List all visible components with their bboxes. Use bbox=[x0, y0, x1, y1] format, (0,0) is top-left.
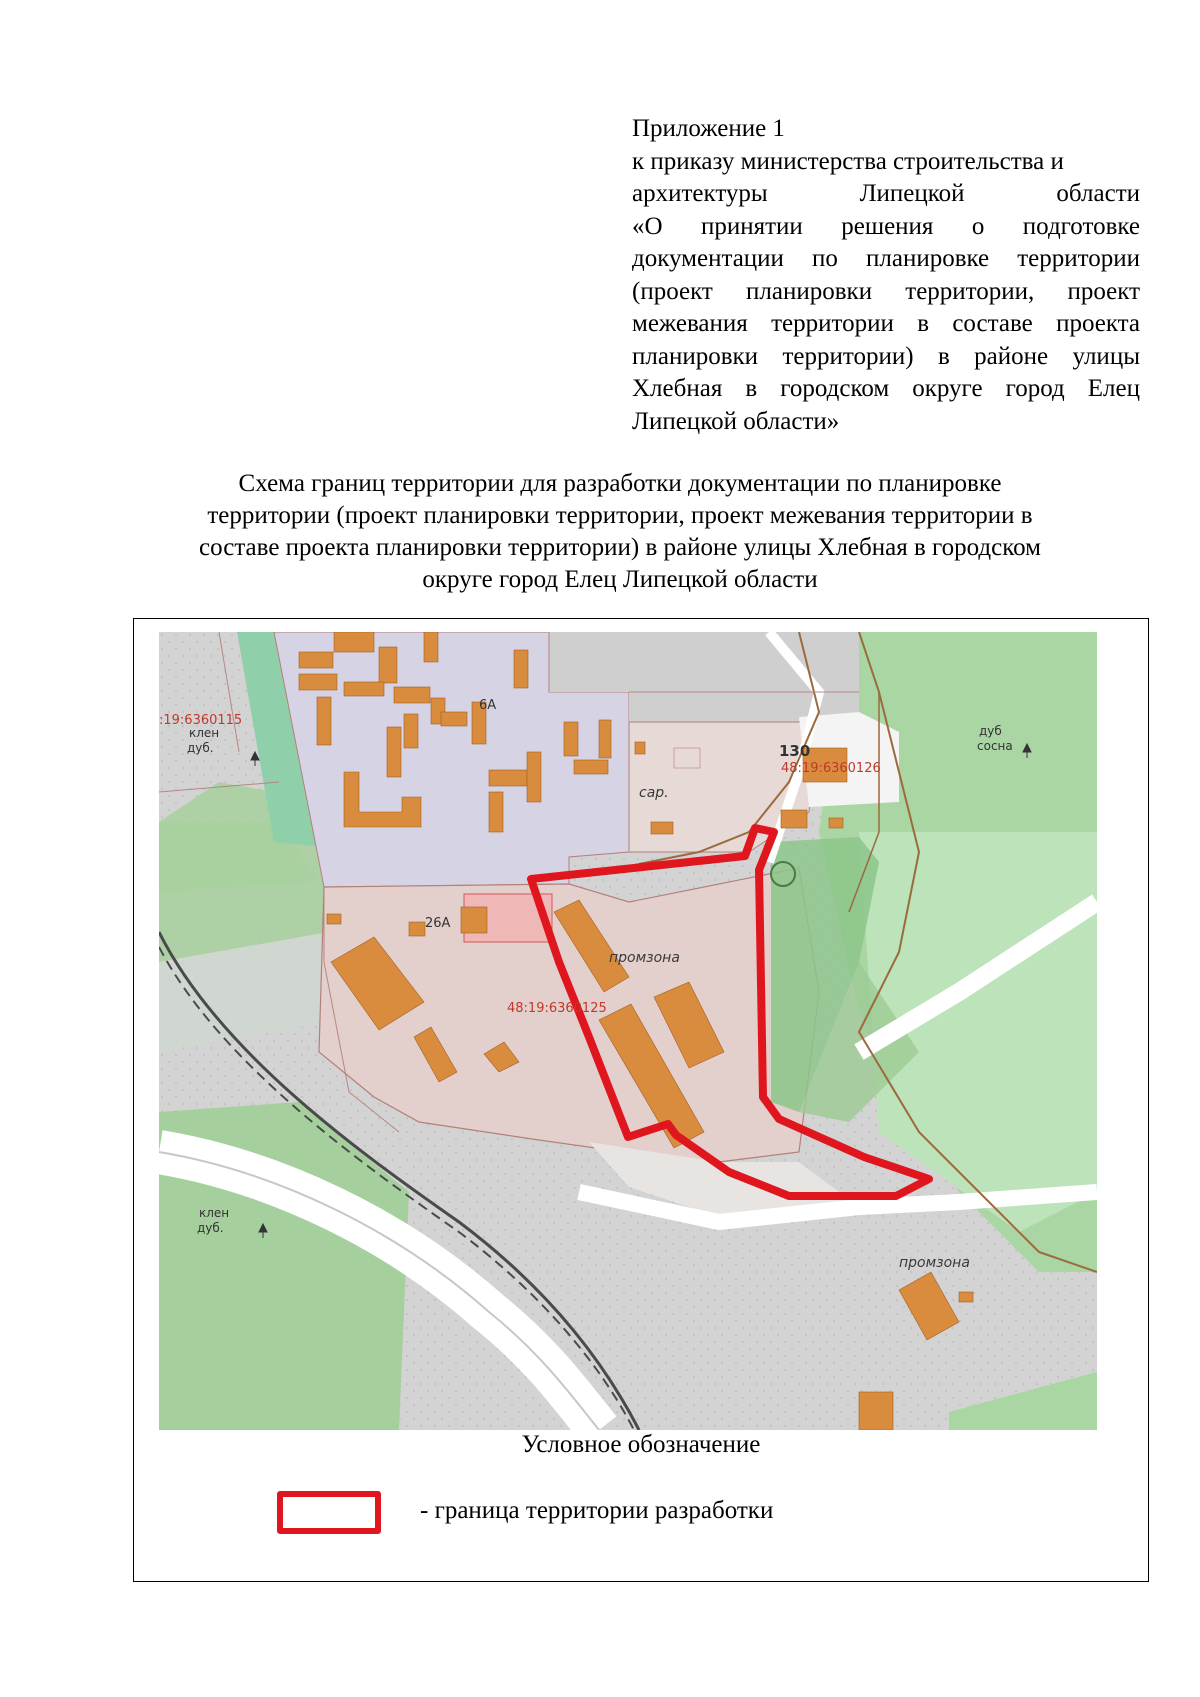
appendix-line: документации по планировке территории bbox=[632, 245, 1140, 272]
map-label: сар. bbox=[639, 785, 669, 801]
appendix-line: к приказу министерства строительства и bbox=[632, 147, 1064, 175]
legend-title: Условное обозначение bbox=[521, 1431, 761, 1458]
house-number: 130 bbox=[779, 742, 811, 760]
tree-label: клен bbox=[189, 726, 220, 740]
appendix-line: Приложение 1 bbox=[632, 115, 785, 142]
cadastral-label: :19:6360115 bbox=[159, 713, 243, 728]
tree-label: сосна bbox=[977, 739, 1013, 753]
house-number: 6А bbox=[479, 698, 497, 713]
map-label: промзона bbox=[609, 950, 680, 966]
legend-boundary-swatch bbox=[277, 1491, 381, 1534]
map-label: промзона bbox=[899, 1255, 970, 1271]
appendix-line: Липецкой области» bbox=[632, 407, 840, 435]
scheme-title-line: территории (проект планировки территории, проект межевания территории в bbox=[207, 502, 1033, 529]
cadastral-label: 48:19:6360126 bbox=[781, 761, 881, 776]
appendix-line: архитектуры Липецкой области bbox=[632, 180, 1140, 207]
appendix-line: планировки территории) в районе улицы bbox=[632, 342, 1140, 370]
house-number: 26А bbox=[425, 916, 451, 931]
tree-label: клен bbox=[199, 1206, 230, 1220]
building-26a bbox=[461, 907, 487, 933]
legend-boundary-label: - граница территории разработки bbox=[420, 1497, 774, 1524]
tree-label: дуб bbox=[979, 724, 1002, 738]
appendix-line: межевания территории в составе проекта bbox=[632, 310, 1140, 337]
appendix-line: «О принятии решения о подготовке bbox=[632, 212, 1140, 240]
map-svg bbox=[159, 632, 1097, 1430]
tree-label: дуб. bbox=[187, 741, 214, 755]
appendix-block bbox=[632, 113, 1140, 438]
map-view[interactable] bbox=[159, 632, 1097, 1430]
scheme-title bbox=[140, 468, 1100, 596]
scheme-title-line: Схема границ территории для разработки документации по планировке bbox=[238, 470, 1002, 497]
scheme-title-line: составе проекта планировки территории) в районе улицы Хлебная в городском bbox=[199, 534, 1041, 561]
cadastral-label: 48:19:6360125 bbox=[507, 1001, 607, 1016]
tree-label: дуб. bbox=[197, 1221, 224, 1235]
appendix-line: (проект планировки территории, проект bbox=[632, 277, 1140, 305]
appendix-line: Хлебная в городском округе город Елец bbox=[632, 375, 1140, 402]
scheme-title-line: округе город Елец Липецкой области bbox=[422, 566, 818, 593]
